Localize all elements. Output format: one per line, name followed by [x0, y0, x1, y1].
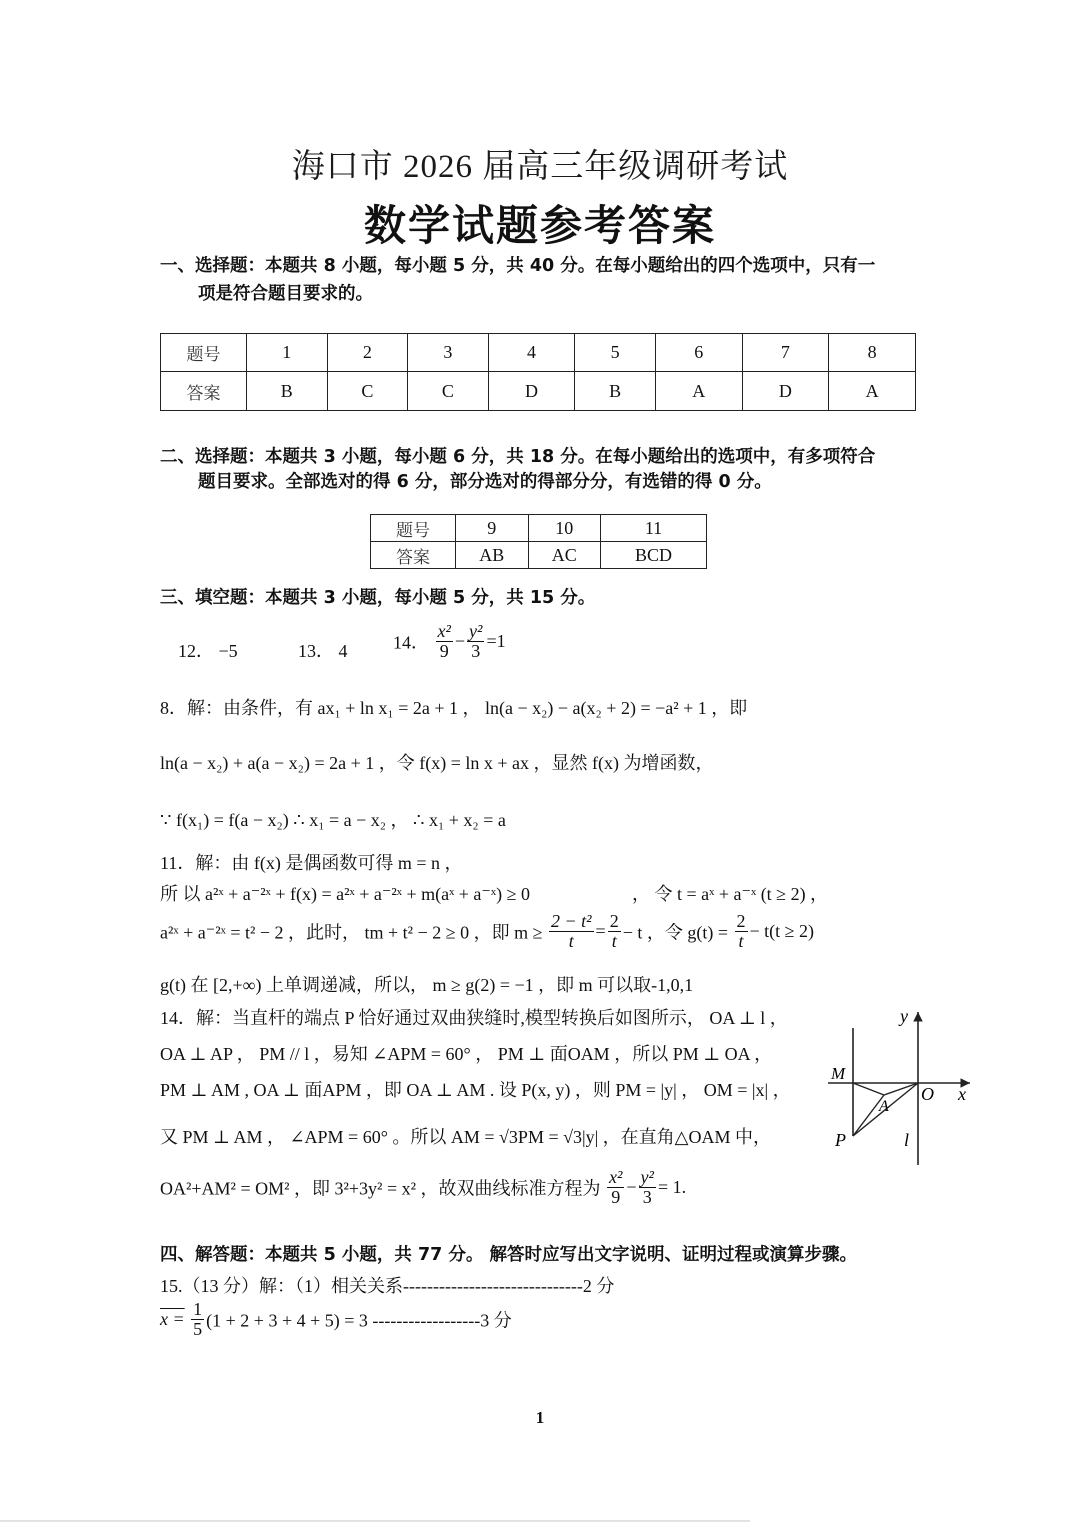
fraction-numerator: 2 [736, 911, 746, 931]
minus-sign: − [454, 630, 466, 651]
question-number: 5 [575, 334, 656, 372]
fraction-denominator: t [568, 930, 574, 951]
answer-cell: D [488, 372, 575, 411]
row-label-question: 题号 [161, 334, 247, 372]
q15-line2 [160, 1300, 512, 1339]
solution8-line1: 8．解：由条件，有 ax₁ + ln x₁ = 2a + 1 ， ln(a − x₂) − a(x₂ + 2) = −a² + 1 ，即 [160, 698, 748, 718]
question-number: 1 [247, 334, 328, 372]
text: a²ˣ + a⁻²ˣ = t² − 2 ，此时， tm + t² − 2 ≥ 0 ，即 m ≥ [160, 922, 543, 943]
solution14-line5 [160, 1168, 686, 1207]
fraction [549, 912, 594, 951]
question-number: 2 [327, 334, 408, 372]
label-a: A [879, 1098, 889, 1115]
fill-answer-13 [298, 637, 348, 663]
answer-cell: D [742, 372, 829, 411]
section1-heading-cont: 项是符合题目要求的。 [198, 284, 373, 304]
solution8-line3: ∵ f(x₁) = f(a − x₂) ∴ x₁ = a − x₂ ， ∴ x₁ + x₂ = a [160, 810, 506, 830]
fraction-denominator: 5 [193, 1318, 203, 1339]
section2-heading-cont: 题目要求。全部选对的得 6 分，部分选对的得部分分，有选错的得 0 分。 [198, 472, 772, 492]
fraction-numerator: y² [640, 1167, 654, 1187]
fill-answer-14 [393, 622, 506, 661]
fraction [735, 912, 748, 951]
row-label-question: 题号 [371, 515, 456, 542]
fraction-denominator: 9 [611, 1186, 621, 1207]
section4-heading: 四、解答题：本题共 5 小题，共 77 分。 解答时应写出文字说明、证明过程或演算步骤。 [160, 1245, 857, 1265]
fraction-denominator: t [611, 930, 617, 951]
answer-cell: C [408, 372, 489, 411]
question-number: 10 [528, 515, 601, 542]
question-number: 6 [655, 334, 742, 372]
answer-cell: AC [528, 542, 601, 569]
answer-label: 13． [298, 641, 334, 661]
answer-table-2 [370, 514, 707, 569]
solution14-line3: PM ⊥ AM , OA ⊥ 面APM ，即 OA ⊥ AM . 设 P(x, y) ，则 PM = |y| ， OM = |x| ， [160, 1080, 791, 1100]
fraction-numerator: 2 [609, 911, 619, 931]
answer-cell: B [575, 372, 656, 411]
solution14-line2: OA ⊥ AP ， PM // l ，易知 ∠APM = 60° ， PM ⊥ 面OAM ，所以 PM ⊥ OA ， [160, 1044, 773, 1064]
mean-x: x = [160, 1308, 185, 1329]
solution11-line1: 11．解：由 f(x) 是偶函数可得 m = n ， [160, 853, 463, 873]
fraction-numerator: x² [609, 1167, 623, 1187]
document-title: 数学试题参考答案 [363, 201, 716, 250]
label-m: M [831, 1064, 846, 1083]
section1-heading: 一、选择题：本题共 8 小题，每小题 5 分，共 40 分。在每小题给出的四个选项中，只有一 [160, 256, 876, 276]
bottom-divider [0, 1520, 750, 1522]
label-p: P [835, 1130, 846, 1150]
answer-cell: A [829, 372, 916, 411]
fraction-numerator: y² [469, 621, 483, 641]
label-y: y [900, 1006, 908, 1026]
solution8-line2: ln(a − x₂) + a(a − x₂) = 2a + 1 ，令 f(x) = ln x + ax ，显然 f(x) 为增函数， [160, 753, 714, 773]
solution11-line3 [160, 912, 814, 951]
answer-value: 4 [338, 641, 348, 661]
geometry-figure [820, 1000, 990, 1175]
fraction-denominator: t [738, 930, 744, 951]
question-number: 3 [408, 334, 489, 372]
question-number: 9 [456, 515, 529, 542]
row-label-answer: 答案 [161, 372, 247, 411]
solution14-line4: 又 PM ⊥ AM ， ∠APM = 60° 。所以 AM = √3PM = √3|y| ，在直角△OAM 中， [160, 1127, 772, 1147]
equation-rhs: =1 [486, 630, 506, 651]
fraction [436, 622, 453, 661]
question-number: 4 [488, 334, 575, 372]
fraction-numerator: 2 − t² [551, 911, 592, 931]
minus-sign: − [626, 1176, 637, 1197]
page-number: 1 [535, 1408, 545, 1427]
row-label-answer: 答案 [371, 542, 456, 569]
segment-ma [853, 1083, 884, 1095]
text: − t(t ≥ 2) [749, 920, 815, 941]
fraction [607, 1168, 624, 1207]
solution14-line1: 14．解：当直杆的端点 P 恰好通过双曲狭缝时,模型转换后如图所示， OA ⊥ l ， [160, 1008, 788, 1028]
answer-cell: BCD [601, 542, 707, 569]
fill-answer-12 [178, 637, 238, 663]
fraction [467, 622, 484, 661]
fraction [608, 912, 621, 951]
fraction [639, 1168, 656, 1207]
label-x: x [958, 1084, 966, 1104]
answer-cell: C [327, 372, 408, 411]
answer-cell: A [655, 372, 742, 411]
label-o: O [921, 1084, 934, 1104]
answer-table-1 [160, 333, 916, 411]
text: OA²+AM² = OM² ，即 3²+3y² = x² ，故双曲线标准方程为 [160, 1178, 601, 1199]
answer-label: 14． [393, 632, 429, 653]
segment-ao [884, 1083, 918, 1095]
text: − t ，令 g(t) = [622, 922, 728, 943]
section2-heading: 二、选择题：本题共 3 小题，每小题 6 分，共 18 分。在每小题给出的选项中，有多项符合 [160, 447, 876, 467]
question-number: 7 [742, 334, 829, 372]
answer-cell: AB [456, 542, 529, 569]
answer-cell: B [247, 372, 328, 411]
answer-label: 12． [178, 641, 214, 661]
solution11-line4: g(t) 在 [2,+∞) 上单调递减，所以， m ≥ g(2) = −1 ，即 m 可以取-1,0,1 [160, 975, 694, 995]
label-l: l [904, 1130, 910, 1150]
fraction-denominator: 3 [471, 640, 481, 661]
fraction-denominator: 3 [642, 1186, 652, 1207]
text: (1 + 2 + 3 + 4 + 5) = 3 ------------------3 分 [206, 1310, 512, 1331]
q15-line1: 15.（13 分）解：（1）相关关系------------------------------2 分 [160, 1276, 615, 1296]
fraction-denominator: 9 [439, 640, 449, 661]
solution11-line2b: ， 令 t = aˣ + a⁻ˣ (t ≥ 2) ， [632, 884, 829, 904]
section3-heading: 三、填空题：本题共 3 小题，每小题 5 分，共 15 分。 [160, 588, 596, 608]
exam-title: 海口市 2026 届高三年级调研考试 [291, 149, 789, 185]
question-number: 11 [601, 515, 707, 542]
fraction-numerator: 1 [193, 1299, 203, 1319]
fraction-numerator: x² [437, 621, 451, 641]
fraction [191, 1300, 204, 1339]
question-number: 8 [829, 334, 916, 372]
answer-value: −5 [218, 641, 238, 661]
solution11-line2a: 所 以 a²ˣ + a⁻²ˣ + f(x) = a²ˣ + a⁻²ˣ + m(aˣ + a⁻ˣ) ≥ 0 [160, 884, 531, 904]
equals-sign: = [595, 920, 606, 941]
equation-rhs: = 1. [657, 1176, 687, 1197]
